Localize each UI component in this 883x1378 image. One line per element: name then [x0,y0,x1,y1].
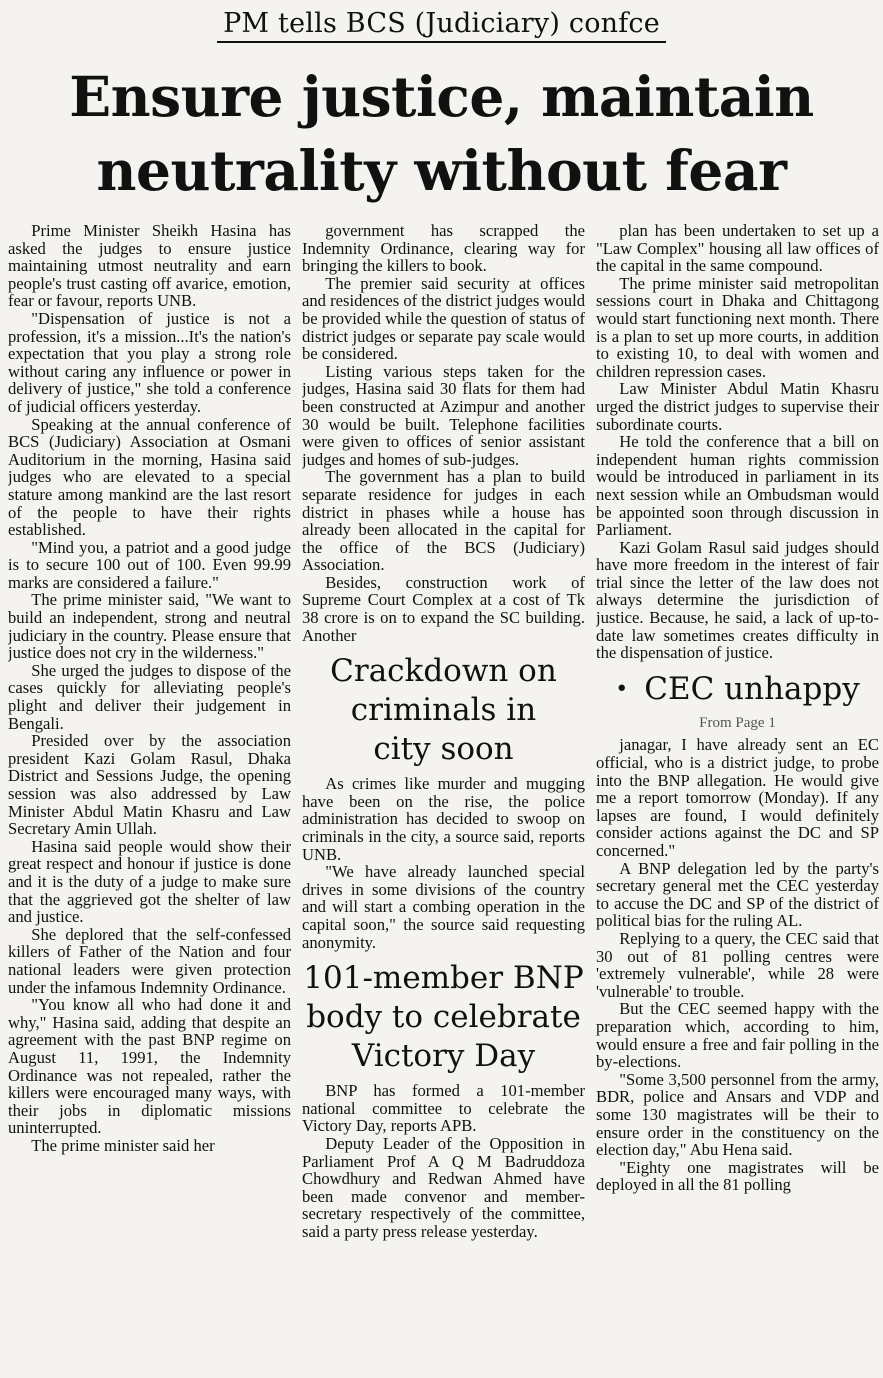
paragraph: janagar, I have already sent an EC official, who is a district judge, to probe into the BNP allegation. He would give me a report tomorrow (Monday). If any lapses are found, I would definitely consider actions against the DC and SP concerned." [596,735,879,860]
cec-headline-text: CEC unhappy [644,670,860,707]
bnp-headline-line: Victory Day [351,1038,536,1075]
paragraph: Law Minister Abdul Matin Khasru urged the district judges to supervise their subordinate courts. [596,379,879,434]
paragraph: Hasina said people would show their great respect and honour if justice is done and it is the duty of a judge to make sure that the aggrieved got the shelter of law and justice. [8,836,291,927]
paragraph: As crimes like murder and mugging have been on the rise, the police administration has decided to swoop on criminals in the city, a source said, reports UNB. [302,774,585,864]
paragraph: A BNP delegation led by the party's secretary general met the CEC yesterday to accuse the DC and SP of the district of political bias for the ruling AL. [596,858,879,931]
paragraph: "Dispensation of justice is not a profession, it's a mission...It's the nation's expectation that you play a strong role without caring any influence or power in delivery of justice," she told a conference of judicial officers yesterday. [8,308,291,416]
paragraph: plan has been undertaken to set up a "Law Complex" housing all law offices of the capital in the same compound. [596,222,879,276]
paragraph: The prime minister said her [31,1135,215,1155]
crackdown-headline-line: city soon [373,731,514,768]
paragraph: Presided over by the association president Kazi Golam Rasul, Dhaka District and Sessions Judge, the opening session was also addressed by Law Minister Abdul Matin Khasru and Law Secretary Amin Ullah. [8,731,291,839]
main-story-column-2 [302,222,585,1372]
paragraph: "You know all who had done it and why," Hasina said, adding that despite an agreement with the past BNP regime on August 11, 1991, the Indemnity Ordinance was not repealed, rather the killers were encouraged many ways, with their jobs in diplomatic missions uninterrupted. [8,995,291,1138]
paragraph: She deplored that the self-confessed killers of Father of the Nation and four national leaders were given protection under the infamous Indemnity Ordinance. [8,924,291,997]
main-story-column-1 [8,222,291,1372]
crackdown-headline-line: Crackdown on [330,653,557,690]
paragraph: Speaking at the annual conference of BCS (Judiciary) Association at Osmani Auditorium in the morning, Hasina said judges who are elevated to a special stature among mankind are the last resort of the people to have their rights established. [8,414,291,540]
paragraph: The government has a plan to build separate residence for judges in each district in phases while a house has already been allocated in the capital for the office of the BCS (Judiciary) Association. [302,467,585,575]
main-headline [0,60,883,208]
paragraph: The premier said security at offices and residences of the district judges would be provided while the question of status of district judges or separate pay scale would be considered. [302,273,585,364]
paragraph: "Mind you, a patriot and a good judge is to secure 100 out of 100. Even 99.99 marks are considered a failure." [8,537,291,592]
paragraph: "We have already launched special drives in some divisions of the country and will start a combing operation in the capital soon," the source said requesting anonymity. [302,862,585,952]
paragraph: government has scrapped the Indemnity Ordinance, clearing way for bringing the killers to book. [302,222,585,276]
main-story-column-3 [596,222,879,1372]
kicker-text: PM tells BCS (Judiciary) confce [217,8,666,43]
paragraph: Replying to a query, the CEC said that 30 out of 81 polling centres were 'extremely vulnerable', while 28 were 'vulnerable' to trouble. [596,928,879,1001]
paragraph: The prime minister said, "We want to build an independent, strong and neutral judiciary in the country. Please ensure that justice does not cry in the wilderness." [8,590,291,663]
bnp-headline-line: 101-member BNP [303,960,584,997]
headline-line-2: neutrality without fear [96,138,787,203]
headline-line-1: Ensure justice, maintain [69,64,814,129]
paragraph: But the CEC seemed happy with the preparation which, according to him, would ensure a free and fair polling in the by-elections. [596,999,879,1072]
paragraph: Deputy Leader of the Opposition in Parliament Prof A Q M Badruddoza Chowdhury and Redwan Ahmed have been made convenor and member-secretary respectively of the committee, said a party press release yesterday. [302,1133,585,1241]
paragraph: He told the conference that a bill on independent human rights commission would be introduced in parliament in its next session while an Ombudsman would be appointed soon through discussion in Parliament. [596,432,879,540]
paragraph: Kazi Golam Rasul said judges should have more freedom in the interest of fair trial since the letter of the law does not always determine the jurisdiction of justice. Because, he said, a lack of up-to-date law sometimes creates difficulty in the dispensation of justice. [596,537,879,663]
paragraph: BNP has formed a 101-member national committee to celebrate the Victory Day, reports APB. [302,1081,585,1136]
paragraph: Listing various steps taken for the judges, Hasina said 30 flats for them had been constructed at Azimpur and another 30 would be built. Telephone facilities were given to offices of senior assistant judges and homes of sub-judges. [302,361,585,469]
paragraph: "Some 3,500 personnel from the army, BDR, police and Ansars and VDP and some 130 magistrates will be their to ensure order in the constituency on the election day," Abu Hena said. [596,1069,879,1160]
bullet-icon: • [615,676,629,702]
paragraph: Prime Minister Sheikh Hasina has asked the judges to ensure justice maintaining utmost neutrality and earn people's trust casting off avarice, emotion, fear or favour, reports UNB. [8,222,291,311]
paragraph: "Eighty one magistrates will be deployed in all the 81 polling [596,1157,879,1195]
paragraph: Besides, construction work of Supreme Court Complex at a cost of Tk 38 crore is on to expand the SC building. Another [302,572,585,645]
crackdown-headline-line: criminals in [350,692,537,729]
paragraph: The prime minister said metropolitan sessions court in Dhaka and Chittagong would start functioning next month. There is a plan to set up more courts, in addition to existing 10, to deal with women and children repression cases. [596,273,879,381]
kicker [0,8,883,48]
continued-from: From Page 1 [699,714,776,731]
paragraph: She urged the judges to dispose of the cases quickly for alleviating people's plight and deliver their judgement in Bengali. [8,660,291,733]
cec-headline [596,670,879,709]
bnp-committee-headline [302,959,585,1076]
crackdown-headline [302,652,585,769]
bnp-headline-line: body to celebrate [306,999,581,1036]
